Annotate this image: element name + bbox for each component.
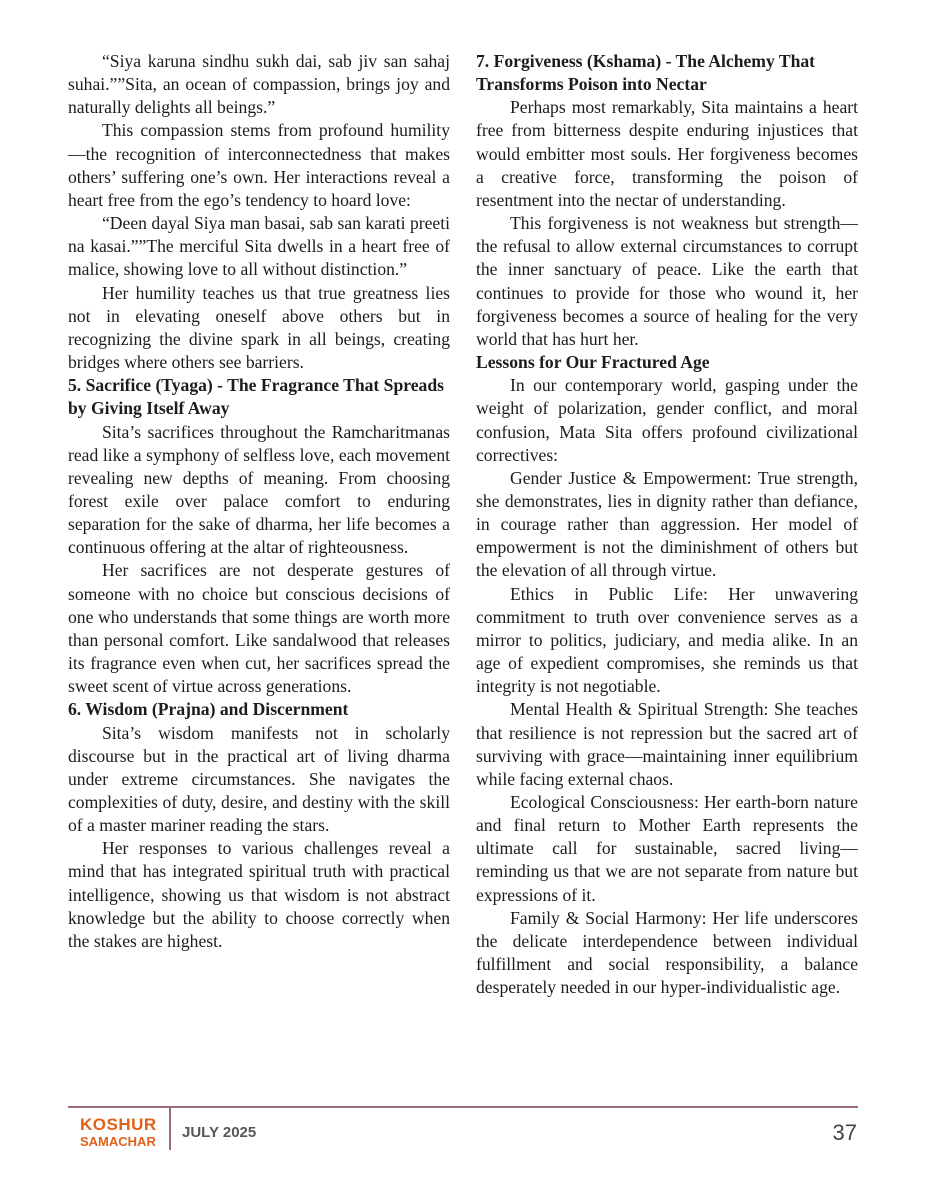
brand-line-2: SAMACHAR	[80, 1134, 156, 1149]
right-column	[476, 50, 858, 999]
footer-separator	[169, 1108, 171, 1150]
paragraph: Sita’s sacrifices throughout the Ramcharitmanas read like a symphony of selfless love, each movement revealing new depths of meaning. From choosing forest exile over palace comfort to enduring separation for the sake of dharma, her life becomes a continuous offering at the altar of righteousness.	[68, 421, 450, 558]
section-heading-forgiveness: 7. Forgiveness (Kshama) - The Alchemy That Transforms Poison into Nectar	[476, 51, 816, 95]
section-heading-wisdom: 6. Wisdom (Prajna) and Discernment	[68, 699, 349, 720]
left-column	[68, 50, 450, 953]
paragraph: Ethics in Public Life: Her unwavering commitment to truth over convenience serves as a mirror to politics, judiciary, and media alike. In an age of expedient compromises, she reminds us that integrity is not negotiable.	[476, 583, 858, 697]
paragraph: This compassion stems from profound humility—the recognition of interconnectedness that makes others’ suffering one’s own. Her interactions reveal a heart free from the ego’s tendency to hoard love:	[68, 120, 450, 210]
paragraph: Perhaps most remarkably, Sita maintains a heart free from bitterness despite enduring injustices that would embitter most souls. Her forgiveness becomes a creative force, transforming the poison of resentment into the nectar of understanding.	[476, 97, 858, 210]
paragraph-quote-2: “Deen dayal Siya man basai, sab san karati preeti na kasai.””The merciful Sita dwells in a heart free of malice, showing love to all without distinction.”	[68, 213, 450, 280]
paragraph: Her responses to various challenges reveal a mind that has integrated spiritual truth with practical intelligence, showing us that wisdom is not abstract knowledge but the ability to choose correctly when the stakes are highest.	[68, 838, 450, 951]
paragraph: Sita’s wisdom manifests not in scholarly discourse but in the practical art of living dharma under extreme circumstances. She navigates the complexities of duty, desire, and destiny with the skill of a master mariner reading the stars.	[68, 722, 450, 836]
paragraph: This forgiveness is not weakness but strength—the refusal to allow external circumstances to corrupt the inner sanctuary of peace. Like the earth that continues to provide for those who wound it, her forgiveness becomes a source of healing for the very world that has hurt her.	[476, 213, 858, 349]
paragraph: Mental Health & Spiritual Strength: She teaches that resilience is not repression but the sacred art of surviving with grace—maintaining inner equilibrium while facing external chaos.	[476, 699, 858, 789]
paragraph: Ecological Consciousness: Her earth-born nature and final return to Mother Earth represents the ultimate call for sustainable, sacred living—reminding us that we are not separate from nature but expressions of it.	[476, 792, 858, 905]
paragraph: Her humility teaches us that true greatness lies not in elevating oneself above others but in recognizing the divine spark in all beings, creating bridges where others see barriers.	[68, 282, 450, 373]
paragraph-quote-1: “Siya karuna sindhu sukh dai, sab jiv san sahaj suhai.””Sita, an ocean of compassion, brings joy and naturally delights all beings.”	[68, 51, 450, 118]
paragraph: In our contemporary world, gasping under the weight of polarization, gender conflict, and moral confusion, Mata Sita offers profound civilizational correctives:	[476, 375, 858, 465]
brand-line-1: KOSHUR	[80, 1115, 157, 1134]
paragraph: Family & Social Harmony: Her life underscores the delicate interdependence between individual fulfillment and social responsibility, a balance desperately needed in our hyper-individualistic age.	[476, 907, 858, 998]
page-number: 37	[832, 1120, 857, 1145]
issue-date: JULY 2025	[182, 1124, 257, 1141]
paragraph: Her sacrifices are not desperate gestures of someone with no choice but conscious decisions of one who understands that some things are worth more than personal comfort. Like sandalwood that releases its fragrance even when cut, her sacrifices spread the sweet scent of virtue across generations.	[68, 560, 450, 697]
section-heading-lessons: Lessons for Our Fractured Age	[476, 352, 710, 373]
paragraph: Gender Justice & Empowerment: True strength, she demonstrates, lies in dignity rather than defiance, in courage rather than aggression. Her model of empowerment is not the diminishment of others but the elevation of all through virtue.	[476, 467, 858, 581]
section-heading-sacrifice: 5. Sacrifice (Tyaga) - The Fragrance That Spreads by Giving Itself Away	[68, 375, 444, 419]
publication-logo	[80, 1116, 157, 1148]
footer-rule	[68, 1106, 858, 1108]
